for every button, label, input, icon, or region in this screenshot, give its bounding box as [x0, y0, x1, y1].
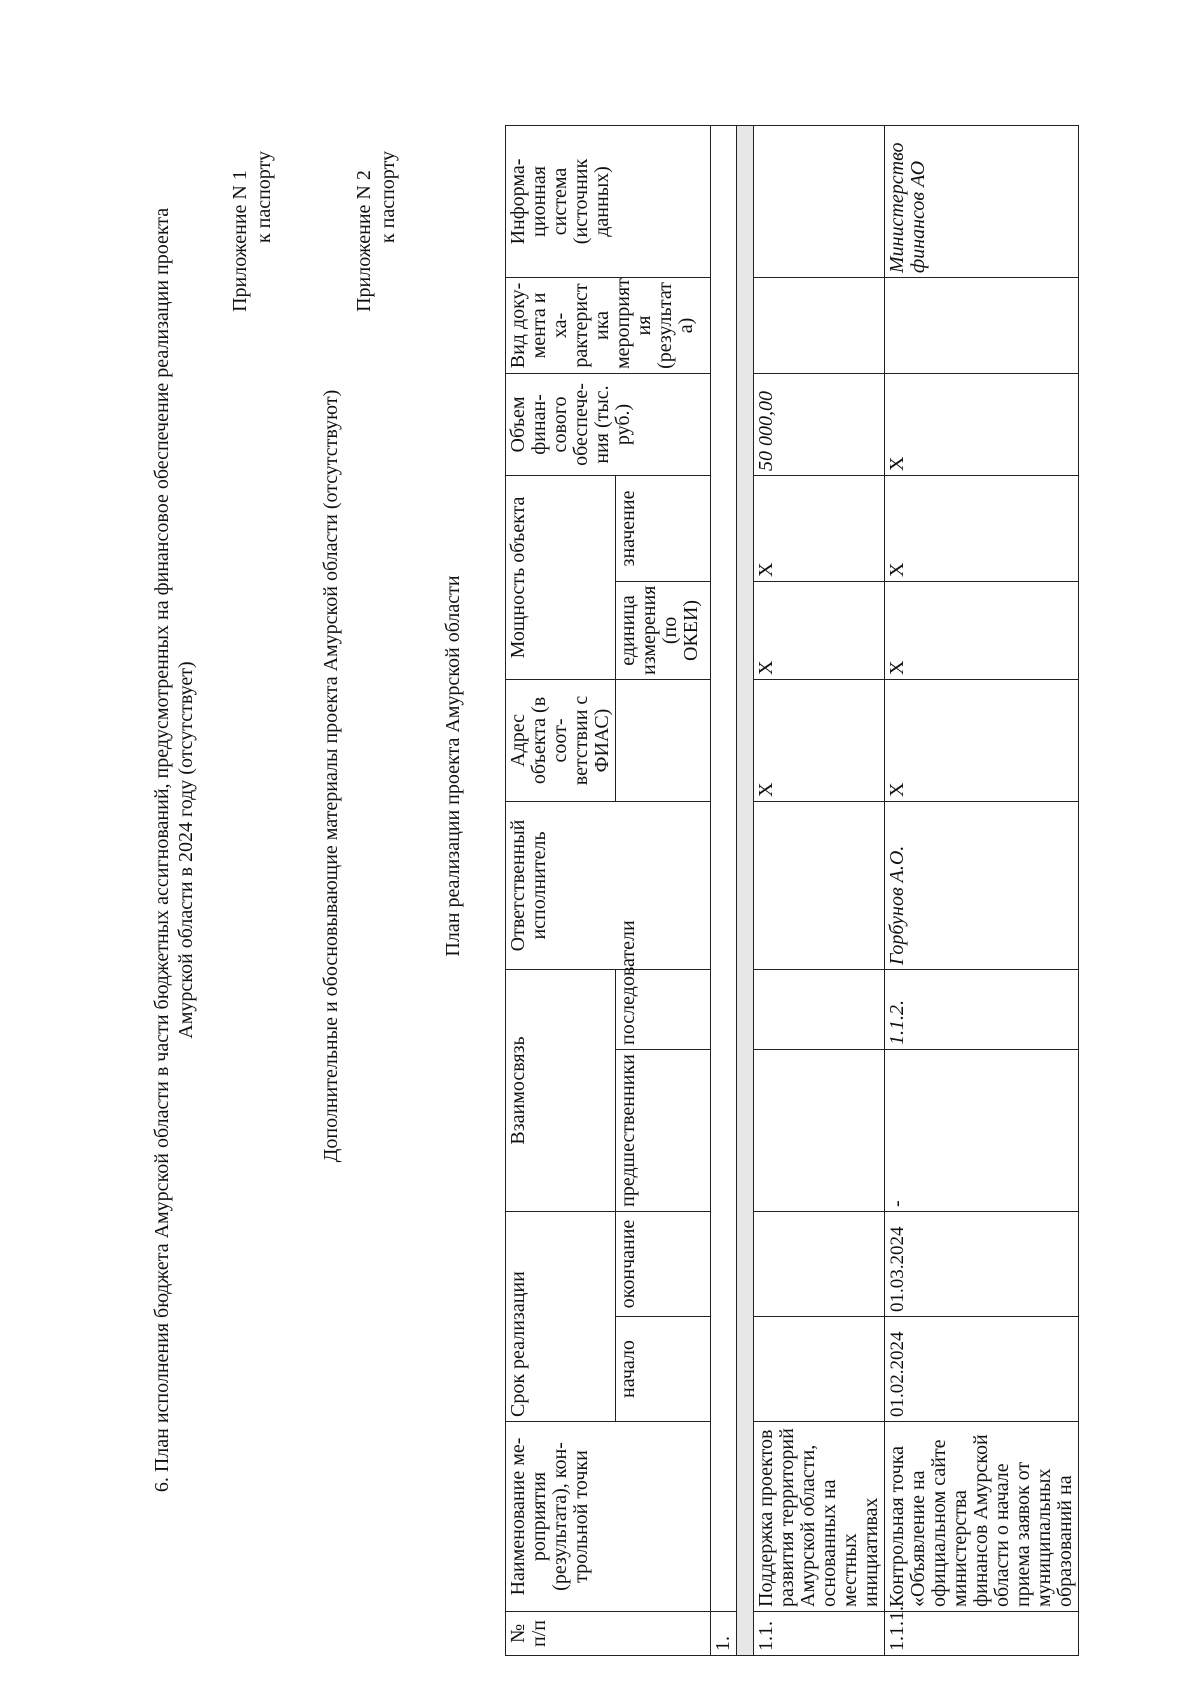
cell-value: Х [885, 475, 1079, 581]
cell-name: Поддержка проектов развития территорий Амурской области, основанных на местных инициативах [754, 1422, 885, 1612]
col-capacity-value-header: значение [616, 475, 711, 581]
cell-num: 1.1.1. [885, 1612, 1079, 1656]
table-row [885, 125, 1079, 1655]
col-capacity-unit-header: единица измерения (по ОКЕИ) [616, 581, 711, 679]
table-header-row-1 [506, 125, 616, 1655]
cell-doctype [754, 277, 885, 373]
appendix-1-line-1: Приложение N 1 [229, 170, 251, 312]
cell-address: Х [754, 679, 885, 801]
col-address-subheader-empty [616, 679, 711, 801]
col-infosystem-header: Информа-ционная система (источник данных) [506, 125, 711, 277]
appendix-1-line-2: к паспорту [253, 151, 275, 244]
col-finance-header: Объем финан-сового обеспече-ния (тыс. руб.) [506, 373, 711, 475]
section-6-heading [150, 180, 198, 1520]
separator-cell [737, 125, 754, 1655]
cell-pred: - [885, 1050, 1079, 1212]
col-num-header: № п/п [506, 1612, 711, 1656]
cell-name: Контрольная точка «Объявление на официальном сайте министерства финансов Амурской области о начале приема заявок от муниципальных образований на [885, 1422, 1079, 1612]
cell-pred [754, 1050, 885, 1212]
col-name-header: Наименование ме-роприятия (результата), кон-трольной точки [506, 1422, 711, 1612]
additional-materials-heading: Дополнительные и обосновывающие материалы проекта Амурской области (отсутствуют) [320, 389, 342, 1163]
cell-num: 1. [711, 1612, 737, 1656]
cell-succ [754, 969, 885, 1049]
cell-infosystem: Министерство финансов АО [885, 125, 1079, 277]
cell-start [754, 1317, 885, 1422]
col-term-start-header: начало [616, 1317, 711, 1422]
implementation-plan-table [505, 125, 1079, 1656]
heading-line-2: Амурской области в 2024 году (отсутствует) [175, 661, 197, 1039]
cell-responsible: Горбунов А.О. [885, 801, 1079, 969]
cell-unit: Х [885, 581, 1079, 679]
cell-finance: Х [885, 373, 1079, 475]
table-row-section [711, 125, 737, 1655]
col-link-header: Взаимосвязь [506, 969, 616, 1211]
cell-address: Х [885, 679, 1079, 801]
col-responsible-header: Ответственный исполнитель [506, 801, 711, 969]
cell-section-empty [711, 125, 737, 1611]
cell-finance: 50 000,00 [754, 373, 885, 475]
col-term-header: Срок реализации [506, 1212, 616, 1422]
col-term-end-header: окончание [616, 1212, 711, 1317]
table-row [754, 125, 885, 1655]
col-doctype-header: Вид доку-мента и ха-рактерист ика мероприят ия (результат а) [506, 277, 711, 373]
appendix-2-label [352, 151, 400, 331]
cell-value: Х [754, 475, 885, 581]
col-capacity-header: Мощность объекта [506, 475, 616, 679]
plan-title: План реализации проекта Амурской области [442, 575, 464, 957]
table-separator-row [737, 125, 754, 1655]
appendix-2-line-2: к паспорту [377, 151, 399, 244]
cell-doctype [885, 277, 1079, 373]
cell-infosystem [754, 125, 885, 277]
cell-end [754, 1212, 885, 1317]
cell-num: 1.1. [754, 1612, 885, 1656]
col-link-pred-header: предшественники [616, 1050, 711, 1212]
appendix-1-label [228, 151, 276, 331]
cell-unit: Х [754, 581, 885, 679]
cell-end: 01.03.2024 [885, 1212, 1079, 1317]
heading-line-1: 6. План исполнения бюджета Амурской области в части бюджетных ассигнований, предусмотренных на финансовое обеспечение реализации проекта [151, 207, 173, 1493]
col-address-header: Адрес объекта (в соот-ветствии с ФИАС) [506, 679, 616, 801]
cell-start: 01.02.2024 [885, 1317, 1079, 1422]
cell-succ: 1.1.2. [885, 969, 1079, 1049]
appendix-2-line-1: Приложение N 2 [353, 170, 375, 312]
col-link-succ-header: последователи [616, 969, 711, 1049]
cell-responsible [754, 801, 885, 969]
